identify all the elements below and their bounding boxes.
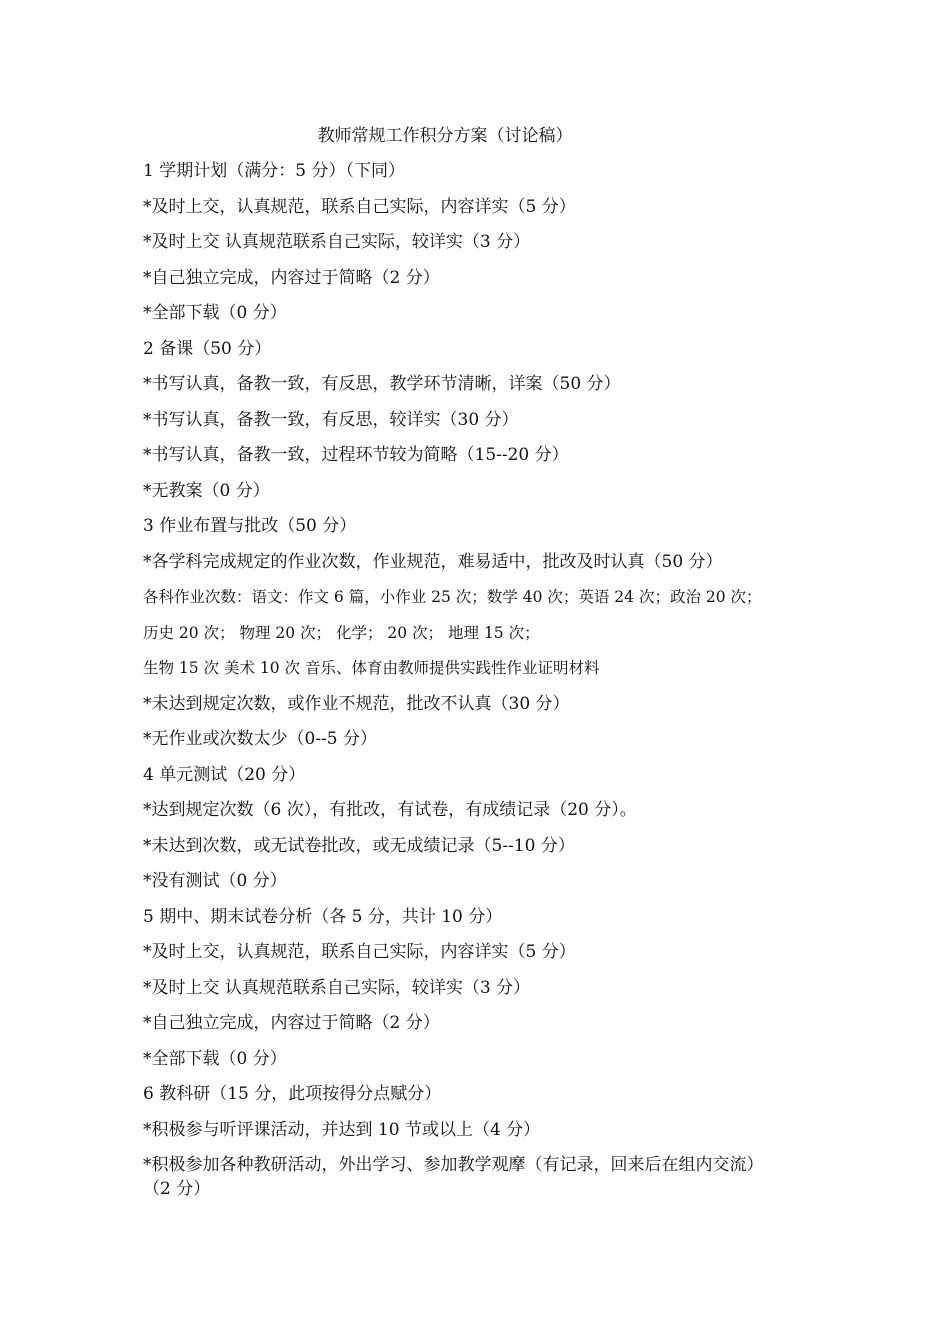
criterion-line: *没有测试（0 分） bbox=[143, 871, 287, 891]
criterion-line: *全部下载（0 分） bbox=[143, 303, 287, 323]
document-title: 教师常规工作积分方案（讨论稿） bbox=[317, 126, 573, 146]
criterion-line: *及时上交 认真规范联系自己实际，较详实（3 分） bbox=[143, 977, 531, 998]
homework-count-line: 生物 15 次 美术 10 次 音乐、体育由教师提供实践性作业证明材料 bbox=[143, 659, 600, 677]
criterion-line: *书写认真，备教一致，有反思，教学环节清晰，详案（50 分） bbox=[143, 374, 621, 394]
criterion-line: *无作业或次数太少（0--5 分） bbox=[143, 729, 378, 749]
criterion-line: *全部下载（0 分） bbox=[143, 1048, 287, 1069]
section-heading: 5 期中、期末试卷分析（各 5 分，共计 10 分） bbox=[143, 906, 503, 927]
criterion-line: *积极参与听评课活动，并达到 10 节或以上（4 分） bbox=[143, 1119, 541, 1140]
criterion-line-continuation: （2 分） bbox=[143, 1179, 211, 1199]
section-heading: 2 备课（50 分） bbox=[143, 338, 272, 359]
criterion-line: *及时上交，认真规范，联系自己实际，内容详实（5 分） bbox=[143, 942, 576, 962]
section-heading: 3 作业布置与批改（50 分） bbox=[143, 516, 357, 536]
criterion-line: *达到规定次数（6 次），有批改，有试卷，有成绩记录（20 分）。 bbox=[143, 800, 637, 820]
criterion-line: *及时上交，认真规范，联系自己实际，内容详实（5 分） bbox=[143, 196, 576, 217]
criterion-line: *自己独立完成，内容过于简略（2 分） bbox=[143, 1013, 440, 1033]
criterion-line: *各学科完成规定的作业次数，作业规范，难易适中，批改及时认真（50 分） bbox=[143, 551, 723, 572]
criterion-line: *无教案（0 分） bbox=[143, 480, 270, 501]
criterion-line: *未达到规定次数，或作业不规范，批改不认真（30 分） bbox=[143, 693, 570, 714]
section-heading: 1 学期计划（满分：5 分）（下同） bbox=[143, 161, 405, 181]
homework-count-line: 各科作业次数：语文：作文 6 篇，小作业 25 次；数学 40 次；英语 24 次；政治 20 次； bbox=[143, 588, 762, 606]
criterion-line: *及时上交 认真规范联系自己实际，较详实（3 分） bbox=[143, 232, 531, 252]
document-body bbox=[143, 159, 823, 1213]
criterion-line: *书写认真，备教一致，过程环节较为简略（15--20 分） bbox=[143, 445, 569, 465]
criterion-line: *自己独立完成，内容过于简略（2 分） bbox=[143, 267, 440, 288]
criterion-line: *积极参加各种教研活动，外出学习、参加教学观摩（有记录，回来后在组内交流） bbox=[143, 1155, 764, 1175]
criterion-line: *书写认真，备教一致，有反思，较详实（30 分） bbox=[143, 409, 519, 430]
section-heading: 4 单元测试（20 分） bbox=[143, 764, 306, 785]
section-heading: 6 教科研（15 分，此项按得分点赋分） bbox=[143, 1084, 442, 1104]
homework-count-line: 历史 20 次； 物理 20 次； 化学； 20 次； 地理 15 次； bbox=[143, 623, 540, 642]
criterion-line: *未达到次数，或无试卷批改，或无成绩记录（5--10 分） bbox=[143, 835, 575, 856]
